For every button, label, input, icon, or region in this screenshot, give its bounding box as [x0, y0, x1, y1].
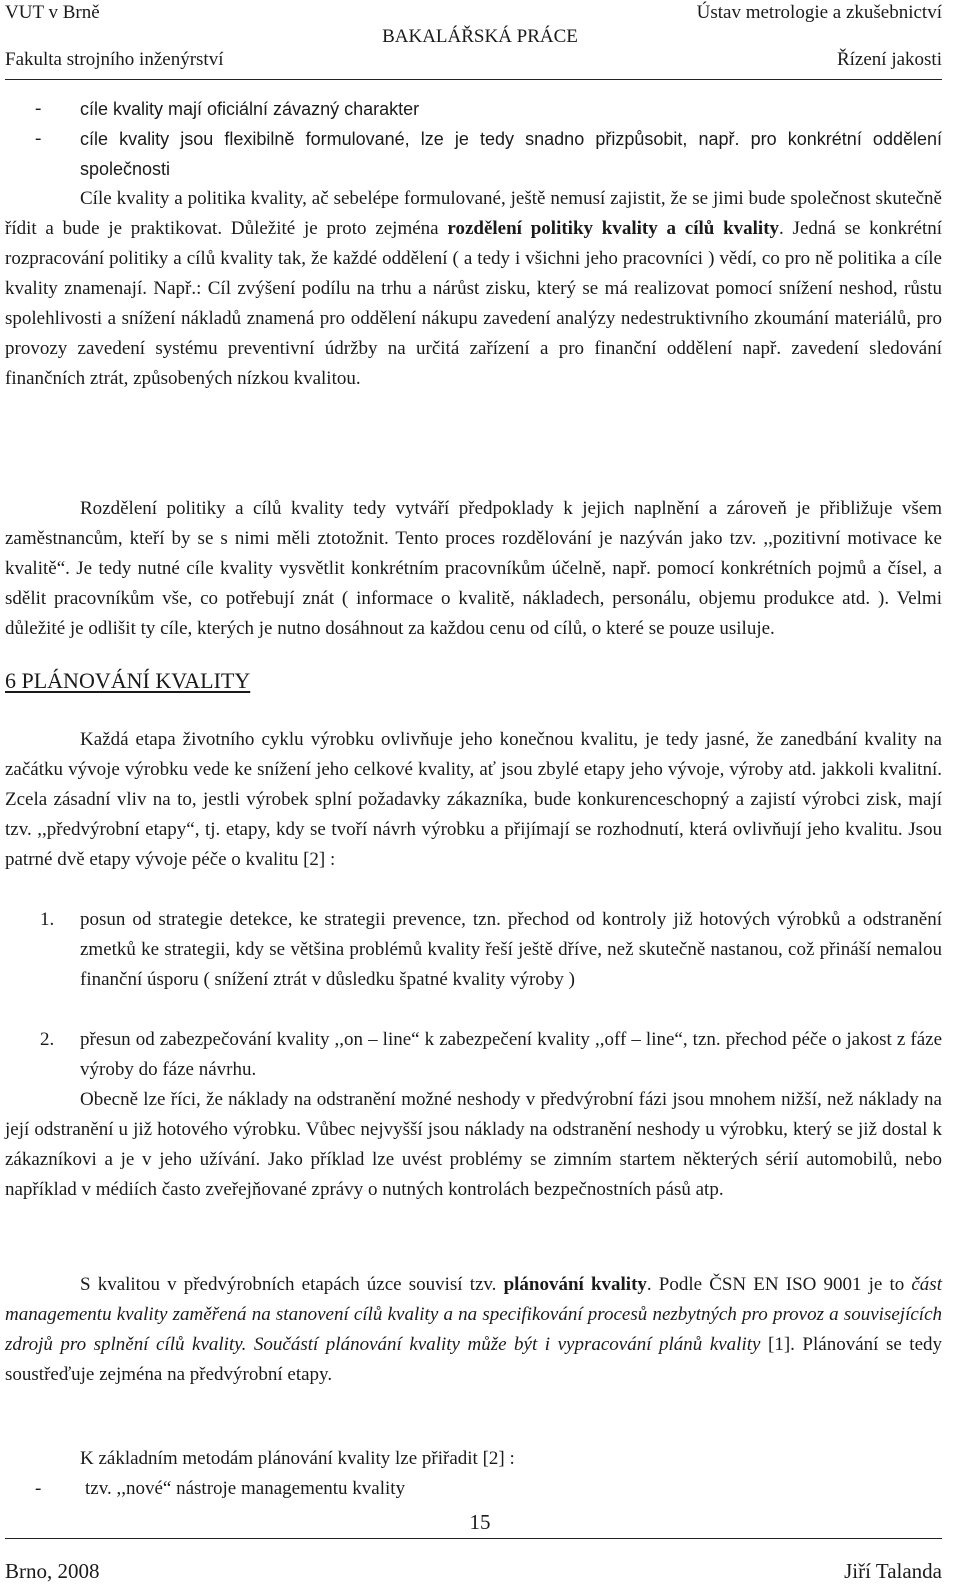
- header-institute: Ústav metrologie a zkušebnictví: [696, 2, 942, 23]
- list-dash: -: [35, 1478, 42, 1499]
- paragraph: Obecně lze říci, že náklady na odstranění možné neshody v předvýrobní fázi jsou mnohem nižší, než náklady na její odstranění u již hotového výrobku. Vůbec nejvyšší jsou náklady na odstranění neshody u výrobku, který se již dostal k zákazníkovi a je v jeho užívání. Jako příklad lze uvést problémy se zimním startem některých sérií automobilů, nebo například v médiích často zveřejňované zprávy o nutných kontrolách bezpečnostních pásů atp.: [5, 1089, 942, 1200]
- header-rule: [5, 79, 942, 80]
- list-item: cíle kvality mají oficiální závazný charakter: [80, 99, 420, 119]
- list-item: přesun od zabezpečování kvality ,,on – line“ k zabezpečení kvality ,,off – line“, tzn. přechod péče o jakost z fáze výroby do fáze návrhu.: [80, 1029, 942, 1080]
- paragraph: Každá etapa životního cyklu výrobku ovlivňuje jeho konečnou kvalitu, je tedy jasné, že zanedbání kvality na začátku vývoje výrobku vede ke snížení jeho celkové kvality, ať jsou zbylé etapy jeho vývoje, výroby atd. jakkoli kvalitní. Zcela zásadní vliv na to, jestli výrobek splní požadavky zákazníka, bude konkurenceschopný a zajistí výrobci zisk, mají tzv. ,,předvýrobní etapy“, tj. etapy, kdy se tvoří návrh výrobku a přijímají se rozhodnutí, která ovlivňují jeho kvalitu. Jsou patrné dvě etapy vývoje péče o kvalitu [2] :: [5, 729, 942, 870]
- header-university: VUT v Brně: [5, 2, 100, 23]
- footer-place-date: Brno, 2008: [5, 1559, 100, 1583]
- list-item: posun od strategie detekce, ke strategii prevence, tzn. přechod od kontroly již hotových výrobků a odstranění zmetků ke strategii, kdy se většina problémů kvality řeší ještě dříve, než skutečně nastanou, což přináší nemalou finanční úsporu ( snížení ztrát v důsledku špatné kvality výroby ): [80, 909, 942, 990]
- paragraph-text: Cíle kvality a politika kvality, ač sebelépe formulované, ještě nemusí zajistit, že se jimi bude společnost skutečně řídit a bude je praktikovat. Důležité je proto zejména: [5, 188, 942, 239]
- list-dash: -: [35, 128, 42, 149]
- paragraph-emphasis: rozdělení politiky kvality a cílů kvality: [447, 218, 780, 239]
- paragraph-emphasis: plánování kvality: [503, 1274, 647, 1295]
- list-number: 2.: [40, 1029, 55, 1050]
- list-number: 1.: [40, 909, 55, 930]
- list-item: cíle kvality jsou flexibilně formulované, lze je tedy snadno přizpůsobit, např. pro konkrétní oddělení společnosti: [80, 129, 942, 179]
- paragraph-text: . Podle ČSN EN ISO 9001 je to: [646, 1274, 912, 1295]
- paragraph: [5, 184, 942, 394]
- list-item: tzv. ,,nové“ nástroje managementu kvality: [85, 1478, 406, 1499]
- page-number: 15: [469, 1510, 491, 1534]
- paragraph-text: S kvalitou v předvýrobních etapách úzce souvisí tzv.: [80, 1274, 504, 1295]
- paragraph-quote: část managementu kvality zaměřená na stanovení cílů kvality a na specifikování procesů nezbytných pro provoz a souvisejících zdrojů pro splnění cílů kvality. Součástí plánování kvality může být i vypracování plánů kvality: [5, 1274, 942, 1355]
- footer-author: Jiří Talanda: [844, 1559, 942, 1583]
- paragraph: [5, 1270, 942, 1390]
- header-thesis-type: BAKALÁŘSKÁ PRÁCE: [382, 26, 578, 47]
- list-dash: -: [35, 98, 42, 119]
- paragraph-text: [1]. Plánování se tedy soustřeďuje zejména na předvýrobní etapy.: [5, 1334, 943, 1385]
- section-heading: 6 PLÁNOVÁNÍ KVALITY: [5, 668, 251, 693]
- paragraph: K základním metodám plánování kvality lze přiřadit [2] :: [80, 1448, 515, 1469]
- paragraph: Rozdělení politiky a cílů kvality tedy vytváří předpoklady k jejich naplnění a zároveň je přibližuje všem zaměstnancům, kteří by se s nimi měli ztotožnit. Tento proces rozdělování je nazýván jako tzv. ,,pozitivní motivace ke kvalitě“. Je tedy nutné cíle kvality vysvětlit konkrétním pracovníkům účelně, např. pomocí konkrétních pojmů a čísel, a sdělit pracovníkům vše, co potřebují znát ( informace o kvalitě, nákladech, personálu, objemu produkce atd. ). Velmi důležité je odlišit ty cíle, kterých je nutno dosáhnout za každou cenu od cílů, o které se pouze usiluje.: [5, 498, 942, 639]
- header-faculty: Fakulta strojního inženýrství: [5, 49, 224, 70]
- paragraph-text: . Jedná se konkrétní rozpracování politiky a cílů kvality tak, že každé oddělení ( a tedy i všichni jeho pracovníci ) vědí, co pro ně politika a cíle kvality znamenají. Např.: Cíl zvýšení podílu na trhu a nárůst zisku, který se má realizovat pomocí snížení neshod, růstu spolehlivosti a snížení nákladů znamená pro oddělení nákupu zavedení analýzy nedestruktivního zkoumání materiálů, pro provozy zavedení systému preventivní údržby na určitá zařízení a pro finanční oddělení např. zavedení sledování finančních ztrát, způsobených nízkou kvalitou.: [5, 218, 942, 389]
- header-subject: Řízení jakosti: [836, 49, 942, 70]
- footer-rule: [5, 1538, 942, 1539]
